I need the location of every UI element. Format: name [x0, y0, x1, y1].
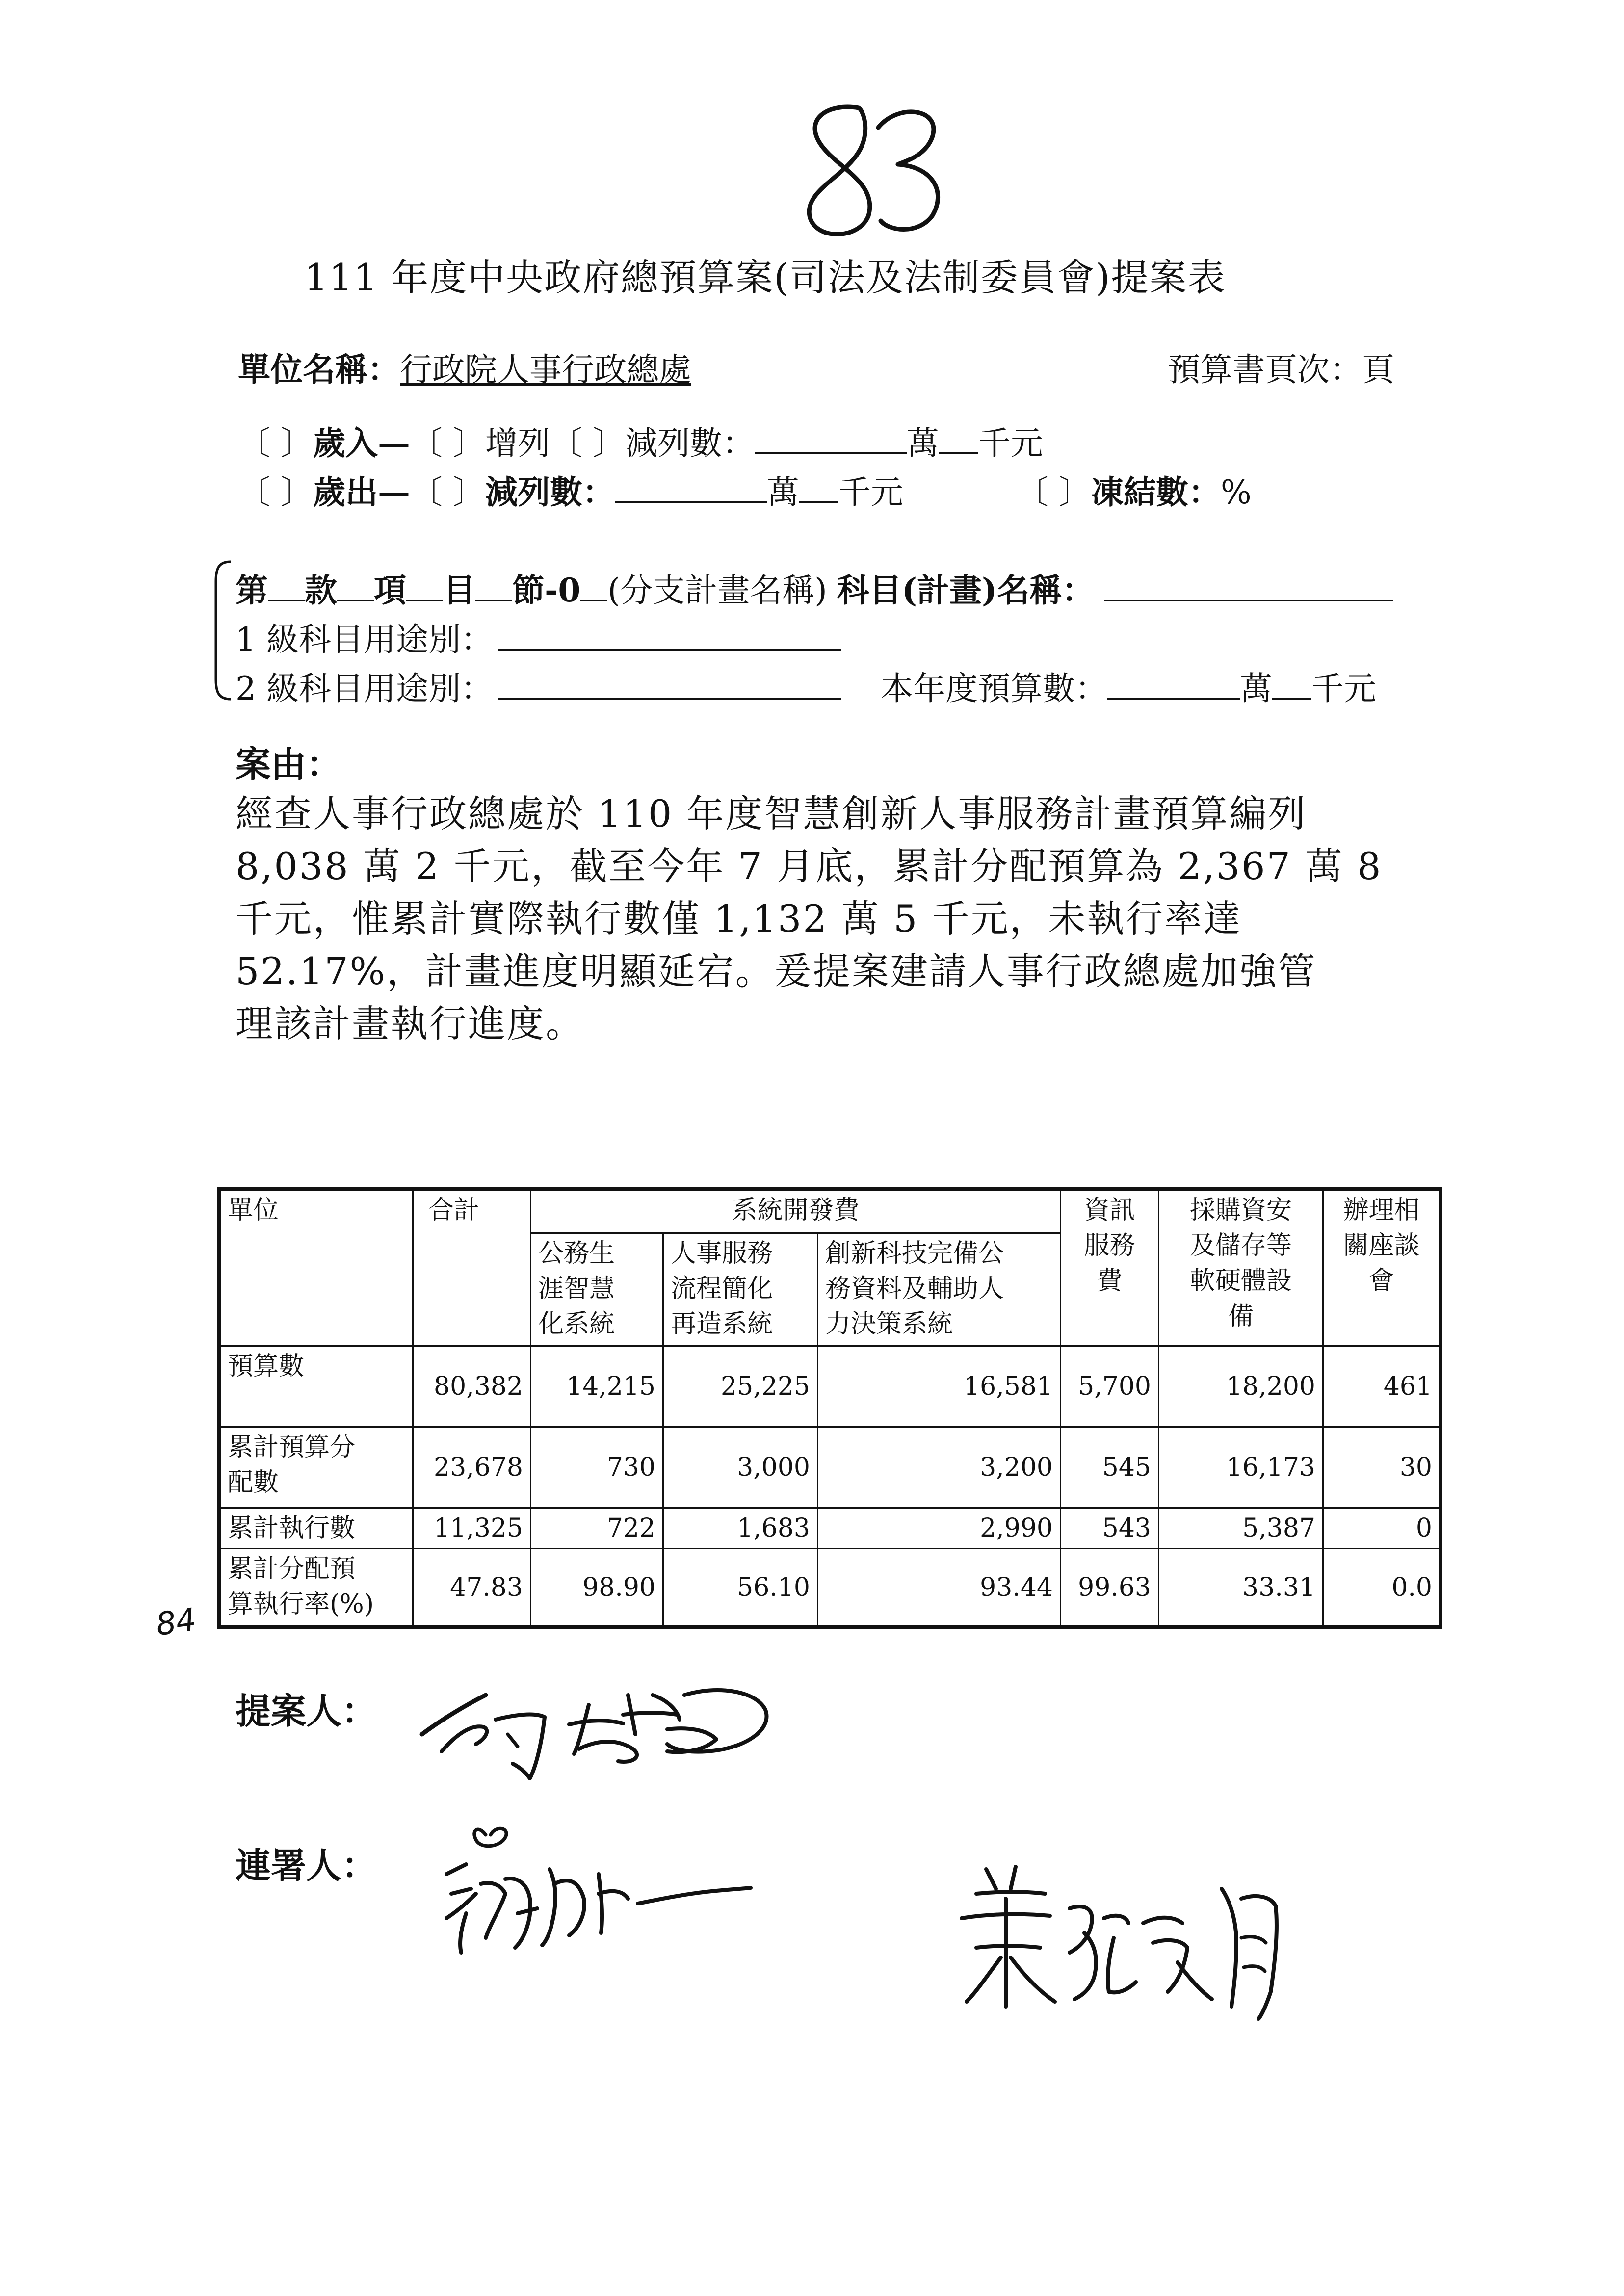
expense-qian-unit: 千元 — [838, 473, 903, 511]
reason-text — [236, 787, 1382, 1050]
cell-hrflow: 1,683 — [663, 1508, 818, 1549]
section-subject-blank — [1104, 570, 1393, 601]
cell-info: 545 — [1061, 1427, 1159, 1508]
header-total: 合計 — [413, 1189, 531, 1346]
freeze-checkbox: 〔 〕 — [1016, 473, 1091, 511]
expense-label: 歲出— — [313, 473, 410, 511]
section-bracket — [209, 559, 233, 702]
document-title: 111 年度中央政府總預算案(司法及法制委員會)提案表 — [304, 256, 1226, 299]
level1-blank — [498, 619, 841, 651]
header-innovation-system: 創新科技完備公 務資料及輔助人 力決策系統 — [818, 1233, 1061, 1346]
revenue-qian-unit: 千元 — [978, 424, 1043, 462]
cell-total: 47.83 — [413, 1549, 531, 1627]
cell-career: 730 — [531, 1427, 663, 1508]
unit-name-row — [238, 343, 691, 390]
row-label: 累計執行數 — [219, 1508, 413, 1549]
section-mu: 目 — [443, 571, 475, 609]
header-system-development: 系統開發費 — [531, 1189, 1061, 1233]
revenue-qian-blank — [939, 423, 978, 454]
budget-page-field — [1168, 343, 1394, 390]
current-budget-wan: 萬 — [1239, 670, 1272, 707]
header-hr-flow-system: 人事服務 流程簡化 再造系統 — [663, 1233, 818, 1346]
expense-wan-blank — [615, 472, 767, 503]
cell-innov: 3,200 — [818, 1427, 1061, 1508]
section-jie: 節-0 — [512, 571, 581, 609]
cell-seminar: 461 — [1323, 1346, 1441, 1427]
row-label: 累計預算分 配數 — [219, 1427, 413, 1508]
current-budget-label: 本年度預算數： — [880, 670, 1107, 707]
section-jie-blank — [475, 570, 512, 601]
section-xiang-blank — [337, 570, 374, 601]
reason-line: 千元，惟累計實際執行數僅 1,132 萬 5 千元，未執行率達 — [236, 897, 1242, 940]
cell-seminar: 0.0 — [1323, 1549, 1441, 1627]
reason-line: 理該計畫執行進度。 — [236, 1002, 584, 1045]
cell-hrflow: 3,000 — [663, 1427, 818, 1508]
level2-row — [236, 662, 1376, 709]
cell-procure: 5,387 — [1159, 1508, 1323, 1549]
expense-cut-label: 減列數： — [485, 473, 615, 511]
cell-innov: 16,581 — [818, 1346, 1061, 1427]
cell-career: 14,215 — [531, 1346, 663, 1427]
revenue-wan-blank — [755, 423, 907, 454]
cell-innov: 93.44 — [818, 1549, 1061, 1627]
revenue-add-label: 增列 — [485, 424, 550, 462]
section-branch: (分支計畫名稱) — [607, 572, 827, 609]
revenue-checkbox: 〔 〕 — [238, 424, 313, 462]
revenue-wan-unit: 萬 — [906, 424, 939, 462]
cell-seminar: 30 — [1323, 1427, 1441, 1508]
cell-hrflow: 25,225 — [663, 1346, 818, 1427]
cell-info: 99.63 — [1061, 1549, 1159, 1627]
expense-wan-unit: 萬 — [766, 473, 799, 511]
section-row — [236, 564, 1393, 611]
section-kuan: 款 — [305, 571, 337, 609]
cell-total: 23,678 — [413, 1427, 531, 1508]
reason-line: 經查人事行政總處於 110 年度智慧創新人事服務計畫預算編列 — [236, 792, 1307, 835]
header-info-service: 資訊 服務 費 — [1061, 1189, 1159, 1346]
expense-row — [238, 466, 1252, 513]
proposer-signature — [412, 1666, 814, 1793]
current-budget-qian: 千元 — [1311, 670, 1376, 707]
current-budget-qian-blank — [1272, 668, 1311, 700]
section-subject: 科目(計畫)名稱： — [837, 571, 1095, 609]
revenue-cut-checkbox: 〔 〕 — [550, 424, 625, 462]
header-career-system: 公務生 涯智慧 化系統 — [531, 1233, 663, 1346]
cell-total: 11,325 — [413, 1508, 531, 1549]
expense-cut-checkbox: 〔 〕 — [410, 473, 485, 511]
section-kuan-blank — [268, 570, 305, 601]
expense-checkbox: 〔 〕 — [238, 473, 313, 511]
level1-row — [236, 613, 841, 660]
freeze-percent: % — [1220, 473, 1252, 511]
reason-line: 8,038 萬 2 千元，截至今年 7 月底，累計分配預算為 2,367 萬 8 — [236, 844, 1383, 888]
cell-seminar: 0 — [1323, 1508, 1441, 1549]
cosigner-signature-2 — [947, 1859, 1300, 2021]
section-di: 第 — [236, 571, 268, 609]
header-procurement: 採購資安 及儲存等 軟硬體設 備 — [1159, 1189, 1323, 1346]
unit-name-value: 行政院人事行政總處 — [400, 351, 691, 389]
expense-qian-blank — [799, 472, 838, 503]
cell-procure: 16,173 — [1159, 1427, 1323, 1508]
cell-hrflow: 56.10 — [663, 1549, 818, 1627]
level2-blank — [498, 668, 841, 700]
cosigner-signature-1 — [432, 1820, 765, 1967]
cell-info: 5,700 — [1061, 1346, 1159, 1427]
reason-label: 案由： — [236, 743, 342, 785]
margin-note: 84 — [154, 1601, 199, 1644]
header-unit: 單位 — [219, 1189, 413, 1346]
section-branch-blank — [580, 570, 607, 601]
cell-procure: 33.31 — [1159, 1549, 1323, 1627]
current-budget-wan-blank — [1107, 668, 1240, 700]
cosigner-label: 連署人： — [236, 1845, 377, 1886]
reason-line: 52.17%，計畫進度明顯延宕。爰提案建請人事行政總處加強管 — [236, 949, 1317, 993]
cell-innov: 2,990 — [818, 1508, 1061, 1549]
cell-info: 543 — [1061, 1508, 1159, 1549]
handwritten-page-number — [785, 98, 952, 250]
row-label: 預算數 — [219, 1346, 413, 1427]
section-mu-blank — [406, 570, 443, 601]
revenue-cut-label: 減列數： — [625, 424, 755, 462]
header-seminar: 辦理相 關座談 會 — [1323, 1189, 1441, 1346]
freeze-label: 凍結數： — [1091, 473, 1221, 511]
unit-name-label: 單位名稱： — [238, 350, 400, 389]
cell-procure: 18,200 — [1159, 1346, 1323, 1427]
row-label: 累計分配預 算執行率(%) — [219, 1549, 413, 1627]
budget-table — [217, 1187, 1442, 1629]
level1-label: 1 級科目用途別： — [236, 621, 493, 658]
cell-total: 80,382 — [413, 1346, 531, 1427]
proposer-label: 提案人： — [236, 1690, 377, 1732]
cell-career: 98.90 — [531, 1549, 663, 1627]
revenue-label: 歲入— — [313, 424, 410, 462]
cell-career: 722 — [531, 1508, 663, 1549]
revenue-row — [238, 417, 1043, 464]
section-xiang: 項 — [374, 571, 406, 609]
revenue-add-checkbox: 〔 〕 — [410, 424, 485, 462]
level2-label: 2 級科目用途別： — [236, 670, 493, 707]
budget-page-label: 預算書頁次：頁 — [1168, 351, 1394, 389]
